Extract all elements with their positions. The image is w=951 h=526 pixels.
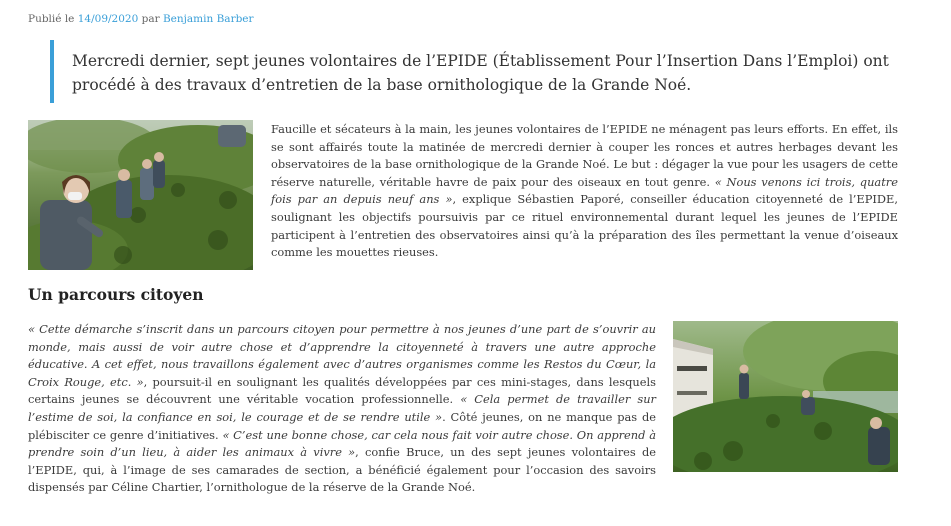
published-prefix: Publié le (28, 13, 75, 25)
by-text: par (141, 13, 160, 25)
lead-text: Mercredi dernier, sept jeunes volontaires de l’EPIDE (Établissement Pour l’Insertion Dans l’Emploi) ont procédé à des travaux d’entretien de la base ornithologique de la Grande Noé. (72, 52, 889, 94)
article-meta (28, 13, 254, 25)
para2-text-3: , confie Bruce, un des sept jeunes volontaires de l’EPIDE, qui, à l’image de ses camarades de section, a bénéficié également pour l’occasion des savoirs dispensés par Céline Chartier, l’ornithologue de la réserve de la Grande Noé. (28, 445, 656, 495)
para2-text-1: , poursuit-il en soulignant les qualités développées par ces mini-stages, dans lesquels certains jeunes se découvrent une véritable vocation professionnelle. (28, 374, 656, 407)
para2-quote-3: « C’est une bonne chose, car cela nous fait voir autre chose. On apprend à prendre soin d’un lieu, à aider les animaux à vivre » (28, 427, 656, 460)
observatory-photo (673, 321, 898, 472)
para1-text-1: Faucille et sécateurs à la main, les jeunes volontaires de l’EPIDE ne ménagent pas leurs efforts. En effet, ils se sont affairés toute la matinée de mercredi dernier à couper les ronces et autres herbages devant les observatoires de la base ornithologique de la Grande Noé. Le but : dégager la vue pour les usagers de cette réserve naturelle, véritable havre de paix pour des oiseaux en tout genre. (271, 122, 898, 189)
section-heading: Un parcours citoyen (28, 285, 204, 304)
lead-quote (50, 40, 900, 103)
article-paragraph-1 (271, 121, 898, 262)
date-link[interactable]: 14/09/2020 (77, 13, 139, 25)
para2-quote-2: « Cela permet de travailler sur l’estime de soi, la confiance en soi, le courage et de se rendre utile » (28, 392, 657, 424)
para1-quote-1: « Nous venons ici trois, quatre fois par an depuis neuf ans » (271, 174, 898, 207)
article-paragraph-2 (28, 321, 656, 497)
para1-text-2: , explique Sébastien Paporé, conseiller éducation citoyenneté de l’EPIDE, soulignant les objectifs poursuivis par ce rituel environnemental durant lequel les jeunes de l’EPIDE participent à l’entretien des observatoires ainsi qu’à la préparation des îles permettant la venue d’oiseaux comme les mouettes rieuses. (271, 192, 898, 260)
volunteers-photo (28, 120, 253, 270)
author-link[interactable]: Benjamin Barber (162, 13, 254, 25)
para2-text-2: . Côté jeunes, on ne manque pas de plébisciter ce genre d’initiatives. (28, 409, 656, 442)
para2-quote-1: « Cette démarche s’inscrit dans un parcours citoyen pour permettre à nos jeunes d’une part de s’ouvrir au monde, mais aussi de voir autre chose et d’apprendre la citoyenneté à travers une autre approche éducative. A cet effet, nous travaillons également avec d’autres organismes comme les Restos du Cœur, la Croix Rouge, etc. » (28, 322, 656, 389)
